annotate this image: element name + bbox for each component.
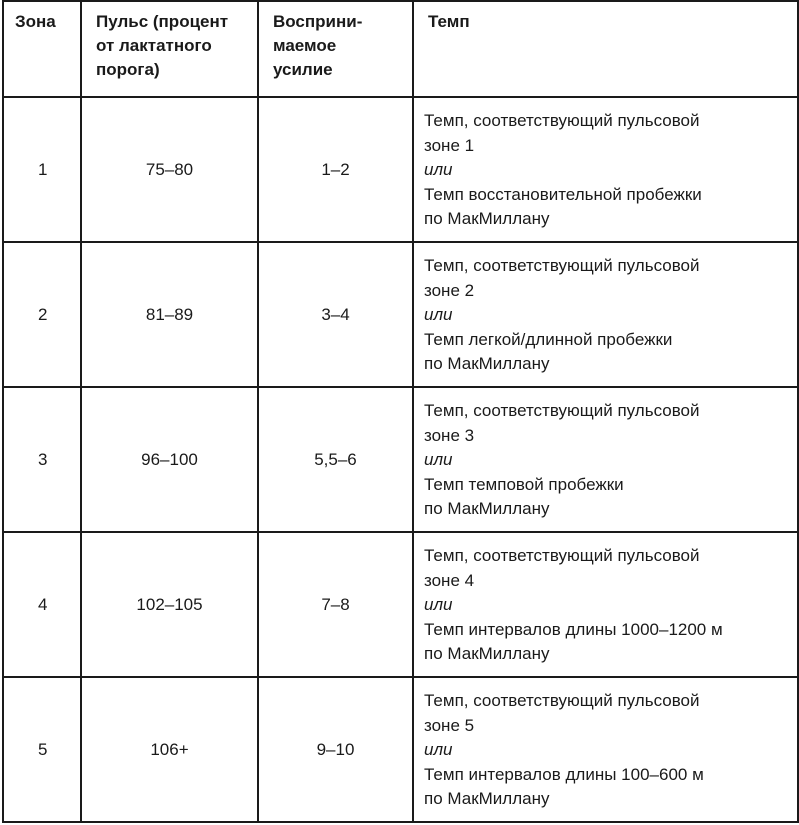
header-effort <box>258 1 413 97</box>
effort-cell: 1–2 <box>258 97 413 242</box>
header-pulse-line: от лактатного <box>96 36 212 55</box>
header-effort-line: усилие <box>273 60 333 79</box>
effort-cell: 7–8 <box>258 532 413 677</box>
tempo-line: Темп восстановительной пробежки <box>424 184 702 204</box>
pulse-cell: 106+ <box>81 677 258 822</box>
table-row <box>3 387 798 532</box>
header-effort-line: Восприни- <box>273 12 363 31</box>
tempo-line: Темп, соответствующий пульсовой <box>424 546 700 566</box>
tempo-or: или <box>424 160 453 180</box>
tempo-line: по МакМиллану <box>424 644 550 664</box>
tempo-line: Темп интервалов длины 1000–1200 м <box>424 619 723 639</box>
effort-cell: 9–10 <box>258 677 413 822</box>
header-pulse-line: порога) <box>96 60 160 79</box>
tempo-cell <box>413 677 798 822</box>
zone-cell: 2 <box>3 242 81 387</box>
tempo-line: Темп, соответствующий пульсовой <box>424 401 700 421</box>
tempo-cell <box>413 532 798 677</box>
tempo-line: Темп темповой пробежки <box>424 474 624 494</box>
tempo-or: или <box>424 305 453 325</box>
tempo-line: зоне 4 <box>424 570 475 590</box>
zone-cell: 3 <box>3 387 81 532</box>
pulse-cell: 102–105 <box>81 532 258 677</box>
heart-rate-zones-table <box>2 0 799 823</box>
tempo-line: зоне 2 <box>424 280 475 300</box>
zone-cell: 5 <box>3 677 81 822</box>
tempo-line: по МакМиллану <box>424 209 550 229</box>
table-row <box>3 532 798 677</box>
tempo-line: Темп, соответствующий пульсовой <box>424 111 700 131</box>
header-tempo: Темп <box>413 1 798 97</box>
table-row <box>3 677 798 822</box>
tempo-line: Темп интервалов длины 100–600 м <box>424 764 704 784</box>
effort-cell: 3–4 <box>258 242 413 387</box>
tempo-line: Темп, соответствующий пульсовой <box>424 691 700 711</box>
header-effort-line: маемое <box>273 36 337 55</box>
tempo-line: зоне 1 <box>424 135 475 155</box>
tempo-or: или <box>424 740 453 760</box>
header-zone: Зона <box>3 1 81 97</box>
header-pulse <box>81 1 258 97</box>
tempo-or: или <box>424 450 453 470</box>
tempo-cell <box>413 387 798 532</box>
tempo-line: зоне 5 <box>424 715 475 735</box>
tempo-line: Темп легкой/длинной пробежки <box>424 329 673 349</box>
tempo-line: по МакМиллану <box>424 789 550 809</box>
tempo-cell <box>413 97 798 242</box>
pulse-cell: 75–80 <box>81 97 258 242</box>
pulse-cell: 81–89 <box>81 242 258 387</box>
table-row <box>3 242 798 387</box>
tempo-line: зоне 3 <box>424 425 475 445</box>
header-pulse-line: Пульс (процент <box>96 12 229 31</box>
tempo-line: по МакМиллану <box>424 354 550 374</box>
table-header-row <box>3 1 798 97</box>
zone-cell: 1 <box>3 97 81 242</box>
pulse-cell: 96–100 <box>81 387 258 532</box>
tempo-cell <box>413 242 798 387</box>
tempo-line: по МакМиллану <box>424 499 550 519</box>
effort-cell: 5,5–6 <box>258 387 413 532</box>
tempo-or: или <box>424 595 453 615</box>
tempo-line: Темп, соответствующий пульсовой <box>424 256 700 276</box>
zone-cell: 4 <box>3 532 81 677</box>
table-row <box>3 97 798 242</box>
